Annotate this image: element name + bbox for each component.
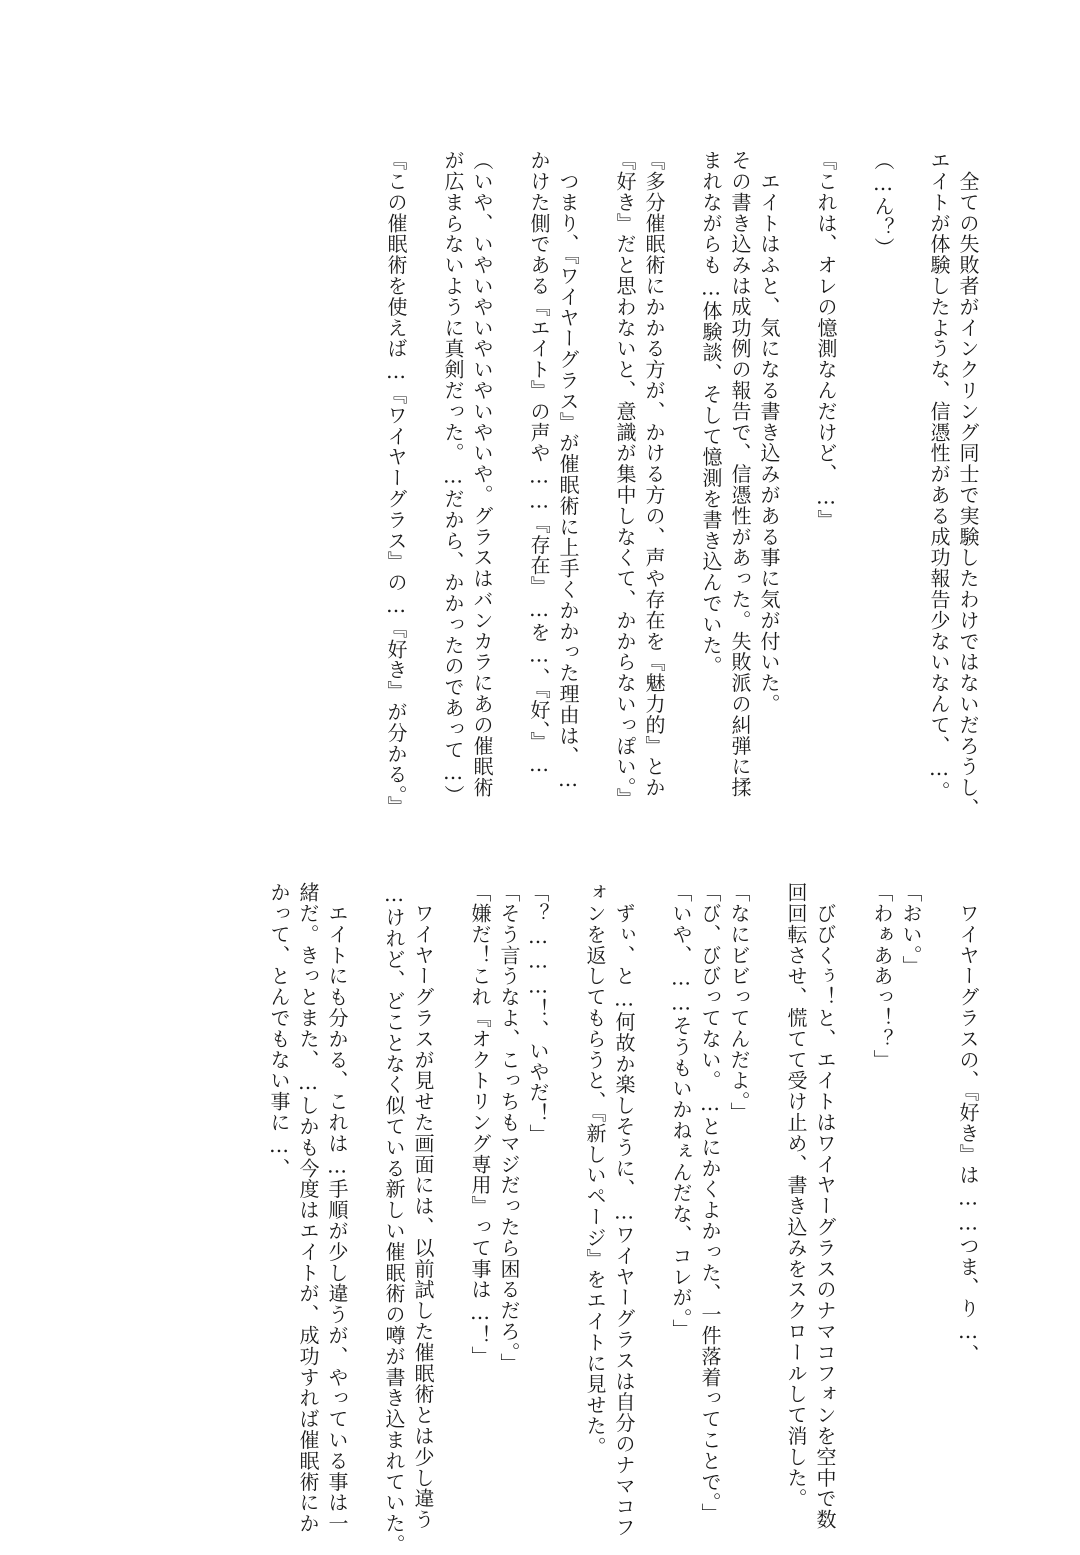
text-line: エイトが体験したような、信憑性がある成功報告少ないなんて、…。 (927, 150, 951, 802)
text-line: 緒だ。きっとまた、…しかも今度はエイトが、成功すれば催眠術にか (296, 882, 320, 1534)
text-line: ずぃ、と…何故か楽しそうに、…ワイヤーグラスは自分のナマコフ (612, 882, 636, 1538)
text-line: つまり、『ワイヤーグラス』が催眠術に上手くかかった理由は、… (556, 150, 580, 792)
text-line: 「び、びびってない。…とにかくよかった、一件落着ってことで。」 (698, 882, 722, 1524)
text-line: エイトにも分かる、これは…手順が少し違うが、やっている事は一 (325, 882, 349, 1534)
text-line: かけた側である『エイト』の声や……『存在』…を…、『好、』… (527, 150, 551, 777)
text-line: まれながらも…体験談、そして憶測を書き込んでいた。 (699, 150, 723, 677)
text-line: びびくぅ！と、エイトはワイヤーグラスのナマコフォンを空中で数 (813, 882, 837, 1530)
text-line: エイトはふと、気になる書き込みがある事に気が付いた。 (757, 150, 781, 715)
text-line: ワイヤーグラスの、『好き』は……つま、り…、 (956, 882, 980, 1365)
text-line: 全ての失敗者がインクリング同士で実験したわけではないだろうし、 (956, 150, 980, 819)
text-line: 「いや、……そうもいかねぇんだな、コレが。」 (669, 882, 693, 1340)
text-line: かって、とんでもない事に…、 (267, 882, 291, 1179)
text-line: 『これは、オレの憶測なんだけど、…』 (814, 150, 838, 531)
text-line: 「わぁああっ！？」 (870, 882, 894, 1071)
text-line: ワイヤーグラスが見せた画面には、以前試した催眠術とは少し違う (411, 882, 435, 1530)
text-line: 『多分催眠術にかかる方が、かける方の、声や存在を『魅力的』とか (642, 150, 666, 798)
text-line: 『好き』だと思わないと、意識が集中しなくて、かからないっぽい。』 (613, 150, 637, 809)
text-line: が広まらないように真剣だった。…だから、かかったのであって…） (441, 150, 465, 806)
text-line: 回回転させ、慌てて受け止め、書き込みをスクロールして消した。 (784, 882, 808, 1509)
text-line: 「？………！、いやだ！」 (526, 882, 550, 1145)
text-line: ォンを返してもらうと、『新しいページ』をエイトに見せた。 (583, 882, 607, 1458)
text-line: 「嫌だ！これ『オクトリング専用』って事は…！」 (468, 882, 492, 1367)
text-line: 「おい。」 (899, 882, 923, 977)
text-line: …けれど、どことなく似ている新しい催眠術の噂が書き込まれていた。 (382, 882, 406, 1555)
text-line: その書き込みは成功例の報告で、信憑性があった。失敗派の糾弾に揉 (728, 150, 752, 798)
text-line: 「そう言うなよ、こっちもマジだったら困るだろ。」 (497, 882, 521, 1374)
text-line: 『この催眠術を使えば…『ワイヤーグラス』の…『好き』が分かる。』 (384, 150, 408, 817)
text-line: 「なにビビってんだよ。」 (727, 882, 751, 1123)
text-line: （いや、いやいやいやいやいやいや。グラスはバンカラにあの催眠術 (470, 150, 494, 798)
text-line: （…ん？） (871, 150, 895, 259)
